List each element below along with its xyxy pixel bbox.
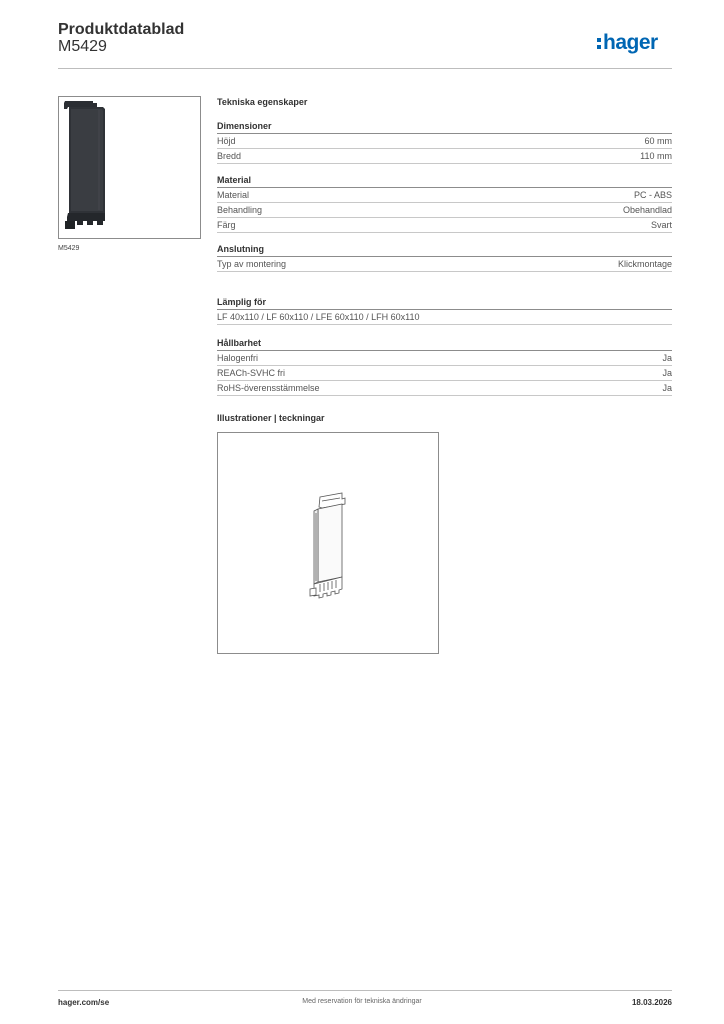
section-title: Lämplig för [217, 286, 672, 310]
spec-value: Svart [650, 220, 672, 230]
section-title: Dimensioner [217, 110, 672, 134]
section-title: Material [217, 164, 672, 188]
spec-label: Bredd [217, 151, 242, 161]
spec-label: Material [217, 190, 250, 200]
tech-specs [217, 96, 672, 654]
spec-label: Färg [217, 220, 236, 230]
spec-value: PC - ABS [633, 190, 672, 200]
section-title: Hållbarhet [217, 325, 672, 351]
tech-heading: Tekniska egenskaper [217, 97, 308, 107]
section-title: Anslutning [217, 233, 672, 257]
page-title: Produktdatablad [58, 21, 185, 38]
illustrations-heading: Illustrationer | teckningar [217, 413, 325, 423]
spec-row [217, 351, 672, 366]
spec-label: Typ av montering [217, 259, 287, 269]
footer-disclaimer: Med reservation för tekniska ändringar [302, 998, 422, 1005]
spec-value: Ja [662, 353, 672, 363]
spec-row [217, 149, 672, 164]
spec-value: 110 mm [640, 151, 672, 161]
footer-date: 18.03.2026 [631, 998, 672, 1007]
footer-divider [58, 990, 672, 991]
spec-label: Höjd [217, 136, 236, 146]
product-code: M5429 [58, 38, 107, 55]
header-divider [58, 68, 672, 69]
footer-website: hager.com/se [58, 998, 110, 1007]
hager-logo [596, 28, 676, 58]
spec-label: REACh-SVHC fri [217, 368, 286, 378]
spec-label: RoHS-överensstämmelse [217, 383, 320, 393]
spec-row [217, 310, 672, 325]
spec-label: Behandling [217, 205, 263, 215]
spec-value: Ja [662, 383, 672, 393]
spec-row [217, 188, 672, 203]
spec-label: Halogenfri [217, 353, 259, 363]
spec-row [217, 366, 672, 381]
product-image [58, 96, 201, 239]
spec-value: 60 mm [644, 136, 672, 146]
product-image-caption: M5429 [58, 245, 80, 252]
spec-row [217, 134, 672, 149]
spec-row [217, 203, 672, 218]
spec-row [217, 381, 672, 396]
spec-value: Ja [662, 368, 672, 378]
illustration-drawing [217, 432, 439, 654]
spec-label: LF 40x110 / LF 60x110 / LFE 60x110 / LFH 60x110 [217, 312, 420, 322]
spec-row [217, 257, 672, 272]
spec-row [217, 218, 672, 233]
spec-value: Obehandlad [622, 205, 672, 215]
svg-text:hager: hager [603, 31, 658, 54]
spec-value: Klickmontage [617, 259, 672, 269]
